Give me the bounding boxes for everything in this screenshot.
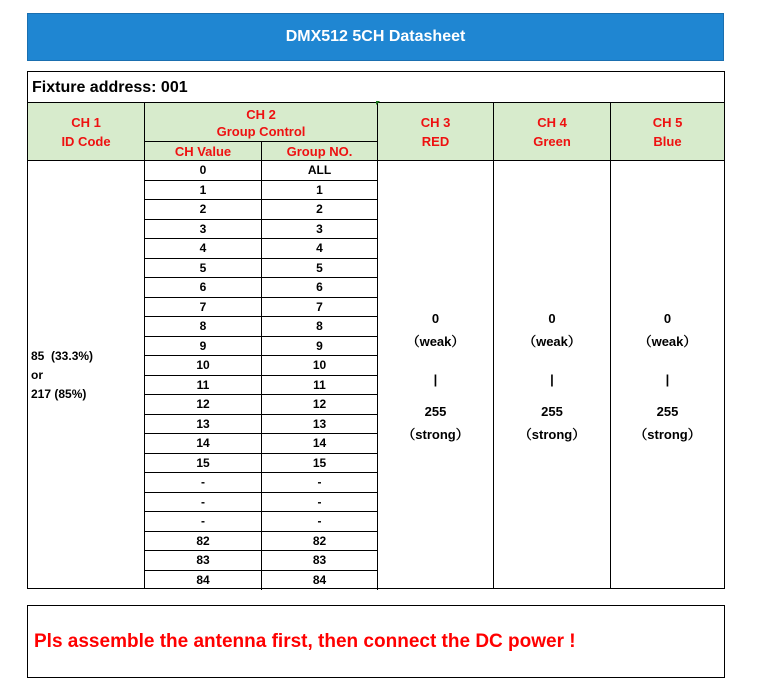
ch3-range-bar: |	[433, 372, 438, 387]
table-row	[145, 200, 378, 220]
group-no-cell: 4	[262, 239, 378, 258]
table-row	[145, 337, 378, 357]
ch5-range-bar: |	[665, 372, 670, 387]
group-no-cell: 83	[262, 551, 378, 570]
table-row	[145, 512, 378, 532]
ch4-header-line2: Green	[533, 133, 571, 149]
table-row	[145, 434, 378, 454]
ch-value-cell: 14	[145, 434, 262, 453]
group-no-cell: 7	[262, 298, 378, 317]
group-no-cell: 2	[262, 200, 378, 219]
ch4-min-value: 0	[548, 311, 556, 326]
ch5-weak-label: （weak）	[638, 334, 697, 349]
ch1-id-code-value: 85 (33.3%) or 217 (85%)	[31, 349, 94, 401]
cell-comment-marker	[376, 101, 380, 105]
table-row	[145, 571, 378, 591]
table-row	[145, 259, 378, 279]
ch-value-cell: 5	[145, 259, 262, 278]
ch4-range-bar: |	[550, 372, 554, 387]
ch2-header-line2: Group Control	[216, 124, 306, 139]
group-control-grid	[145, 161, 378, 590]
ch4-header	[494, 103, 611, 161]
ch1-header	[28, 103, 145, 161]
ch3-min-value: 0	[431, 311, 440, 326]
group-no-cell: 84	[262, 571, 378, 591]
ch4-weak-label: （weak）	[523, 334, 581, 349]
ch-value-cell: 13	[145, 415, 262, 434]
group-no-cell: -	[262, 473, 378, 492]
ch3-header	[378, 103, 494, 161]
group-no-cell: 8	[262, 317, 378, 336]
table-row	[145, 376, 378, 396]
ch5-header-line1: CH 5	[652, 114, 683, 130]
group-no-cell: 12	[262, 395, 378, 414]
ch-value-cell: 84	[145, 571, 262, 591]
group-no-cell: -	[262, 512, 378, 531]
table-row	[145, 551, 378, 571]
datasheet-title: DMX512 5CH Datasheet	[27, 13, 724, 61]
ch2-header	[145, 103, 378, 142]
table-row	[145, 356, 378, 376]
group-no-cell: ALL	[262, 161, 378, 180]
ch4-max-value: 255	[541, 404, 563, 419]
power-warning: Pls assemble the antenna first, then connect the DC power !	[27, 605, 725, 678]
ch-value-cell: -	[145, 493, 262, 512]
ch-value-cell: 11	[145, 376, 262, 395]
ch3-body	[378, 161, 494, 588]
ch5-header	[611, 103, 724, 161]
ch-value-cell: -	[145, 512, 262, 531]
table-row	[145, 454, 378, 474]
ch3-header-line1: CH 3	[420, 114, 451, 130]
ch-value-cell: 2	[145, 200, 262, 219]
table-row	[145, 181, 378, 201]
ch2-header-line1: CH 2	[246, 107, 276, 122]
ch5-header-line2: Blue	[653, 133, 682, 149]
ch-value-cell: 6	[145, 278, 262, 297]
group-no-cell: 11	[262, 376, 378, 395]
group-no-cell: 6	[262, 278, 378, 297]
ch1-header-line1: CH 1	[71, 114, 101, 130]
ch-value-cell: -	[145, 473, 262, 492]
ch3-weak-label: （weak）	[406, 334, 465, 349]
ch-value-cell: 9	[145, 337, 262, 356]
table-row	[145, 239, 378, 259]
ch5-strong-label: （strong）	[634, 427, 701, 442]
group-no-cell: 5	[262, 259, 378, 278]
ch-value-cell: 8	[145, 317, 262, 336]
table-row	[145, 395, 378, 415]
ch2-ch-value-header: CH Value	[145, 142, 262, 161]
ch4-body	[494, 161, 611, 588]
ch3-header-line2: RED	[421, 133, 450, 149]
group-no-cell: 13	[262, 415, 378, 434]
group-no-cell: 14	[262, 434, 378, 453]
ch-value-cell: 12	[145, 395, 262, 414]
ch5-max-value: 255	[656, 404, 679, 419]
group-no-cell: 82	[262, 532, 378, 551]
ch2-group-no-header: Group NO.	[262, 142, 378, 161]
ch5-body	[611, 161, 724, 588]
ch3-max-value: 255	[424, 404, 447, 419]
table-row	[145, 532, 378, 552]
ch1-header-line2: ID Code	[61, 133, 111, 149]
table-row	[145, 298, 378, 318]
ch-value-cell: 82	[145, 532, 262, 551]
table-row	[145, 220, 378, 240]
fixture-address: Fixture address: 001	[28, 72, 724, 103]
table-row	[145, 415, 378, 435]
ch1-body	[28, 161, 145, 588]
table-row	[145, 493, 378, 513]
ch-value-cell: 10	[145, 356, 262, 375]
ch4-strong-label: （strong）	[518, 427, 586, 442]
group-no-cell: -	[262, 493, 378, 512]
ch-value-cell: 1	[145, 181, 262, 200]
ch3-strong-label: （strong）	[402, 427, 469, 442]
group-no-cell: 15	[262, 454, 378, 473]
ch-value-cell: 83	[145, 551, 262, 570]
table-row	[145, 317, 378, 337]
group-no-cell: 3	[262, 220, 378, 239]
table-row	[145, 473, 378, 493]
ch-value-cell: 3	[145, 220, 262, 239]
table-row	[145, 278, 378, 298]
ch4-header-line1: CH 4	[537, 114, 567, 130]
ch-value-cell: 7	[145, 298, 262, 317]
ch5-min-value: 0	[663, 311, 672, 326]
group-no-cell: 10	[262, 356, 378, 375]
table-row	[145, 161, 378, 181]
datasheet-table	[27, 71, 725, 589]
group-no-cell: 1	[262, 181, 378, 200]
ch-value-cell: 0	[145, 161, 262, 180]
group-no-cell: 9	[262, 337, 378, 356]
ch-value-cell: 4	[145, 239, 262, 258]
ch-value-cell: 15	[145, 454, 262, 473]
